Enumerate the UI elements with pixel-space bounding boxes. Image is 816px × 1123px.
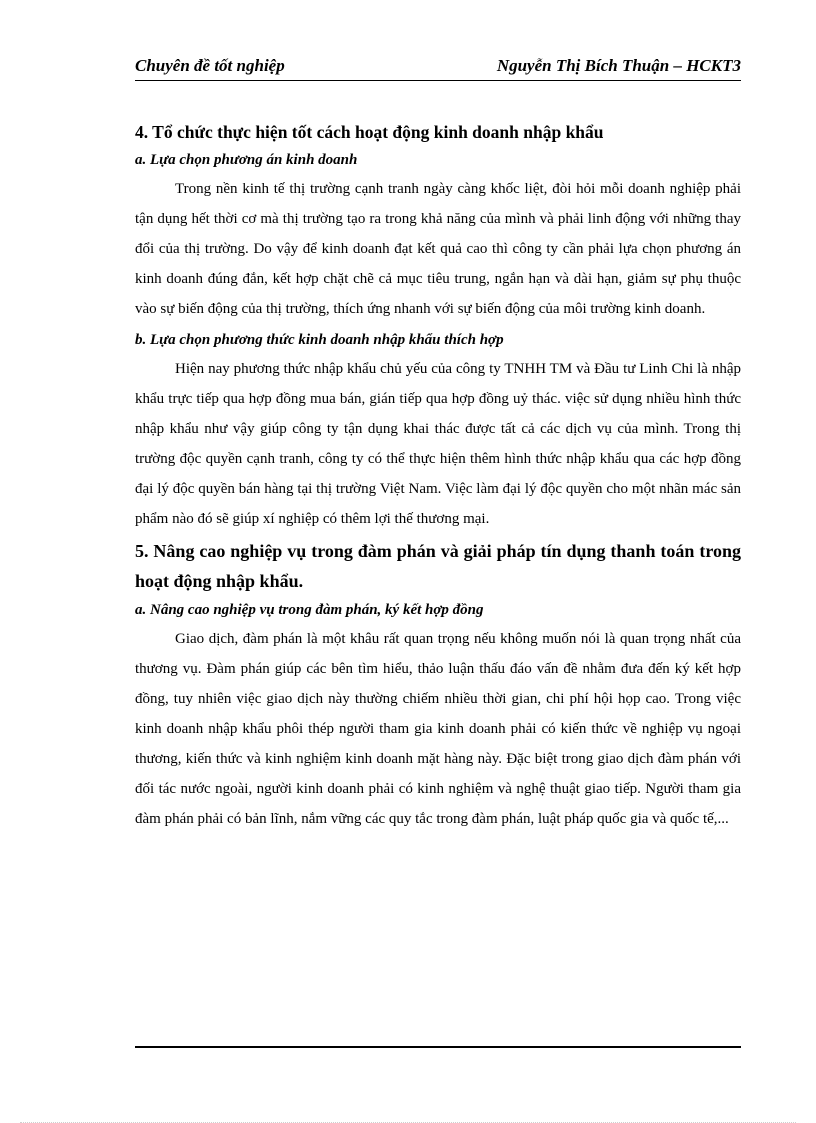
section-5a-paragraph: Giao dịch, đàm phán là một khâu rất quan trọng nếu không muốn nói là quan trọng nhất của thương vụ. Đàm phán giúp các bên tìm hiểu, thảo luận thấu đáo vấn đề nhằm đưa đến ký kết hợp đồng, tuy nhiên việc giao dịch này thường chiếm nhiều thời gian, chi phí hội họp cao. Trong việc kinh doanh nhập khẩu phôi thép người tham gia kinh doanh phải có kiến thức về nghiệp vụ ngoại thương, kiến thức và kinh nghiệm kinh doanh mặt hàng này. Đặc biệt trong giao dịch đàm phán với đối tác nước ngoài, người kinh doanh phải có kinh nghiệm và nghệ thuật giao tiếp. Người tham gia đàm phán phải có bản lĩnh, nắm vững các quy tắc trong đàm phán, luật pháp quốc gia và quốc tế,... [135,631,741,827]
section-5-heading: 5. Nâng cao nghiệp vụ trong đàm phán và giải pháp tín dụng thanh toán trong hoạt động nhập khẩu. [135,541,741,591]
header-document-title: Chuyên đề tốt nghiệp [135,56,285,75]
section-4a-heading: a. Lựa chọn phương án kinh doanh [135,152,358,168]
section-4-heading: 4. Tổ chức thực hiện tốt cách hoạt động kinh doanh nhập khẩu [135,122,604,142]
header-divider [135,80,741,81]
page-body [135,118,741,836]
page-header [135,56,741,78]
section-5a-heading: a. Nâng cao nghiệp vụ trong đàm phán, ký kết hợp đồng [135,602,484,618]
section-4a-paragraph: Trong nền kinh tế thị trường cạnh tranh ngày càng khốc liệt, đòi hỏi mỗi doanh nghiệp phải tận dụng hết thời cơ mà thị trường tạo ra trong khả năng của mình và phải linh động với những thay đổi của thị trường. Do vậy để kinh doanh đạt kết quả cao thì công ty cần phải lựa chọn phương án kinh doanh đúng đắn, kết hợp chặt chẽ cả mục tiêu trung, ngắn hạn và dài hạn, giảm sự phụ thuộc vào sự biến động của thị trường, thích ứng nhanh với sự biến động của môi trường kinh doanh. [135,181,741,317]
footer-divider [135,1046,741,1048]
section-4b-heading: b. Lựa chọn phương thức kinh doanh nhập khẩu thích hợp [135,332,504,348]
header-author: Nguyễn Thị Bích Thuận – HCKT3 [496,56,741,75]
section-4b-paragraph: Hiện nay phương thức nhập khẩu chủ yếu của công ty TNHH TM và Đầu tư Linh Chi là nhập khẩu trực tiếp qua hợp đồng mua bán, gián tiếp qua hợp đồng uỷ thác. việc sử dụng nhiều hình thức nhập khẩu như vậy giúp công ty tận dụng khai thác được tất cả các dịch vụ của mình. Trong thị trường độc quyền cạnh tranh, công ty có thể thực hiện thêm hình thức nhập khẩu qua các hợp đồng đại lý độc quyền bán hàng tại thị trường Việt Nam. Việc làm đại lý độc quyền cho một nhãn mác sản phẩm nào đó sẽ giúp xí nghiệp có thêm lợi thế thương mại. [135,361,741,527]
